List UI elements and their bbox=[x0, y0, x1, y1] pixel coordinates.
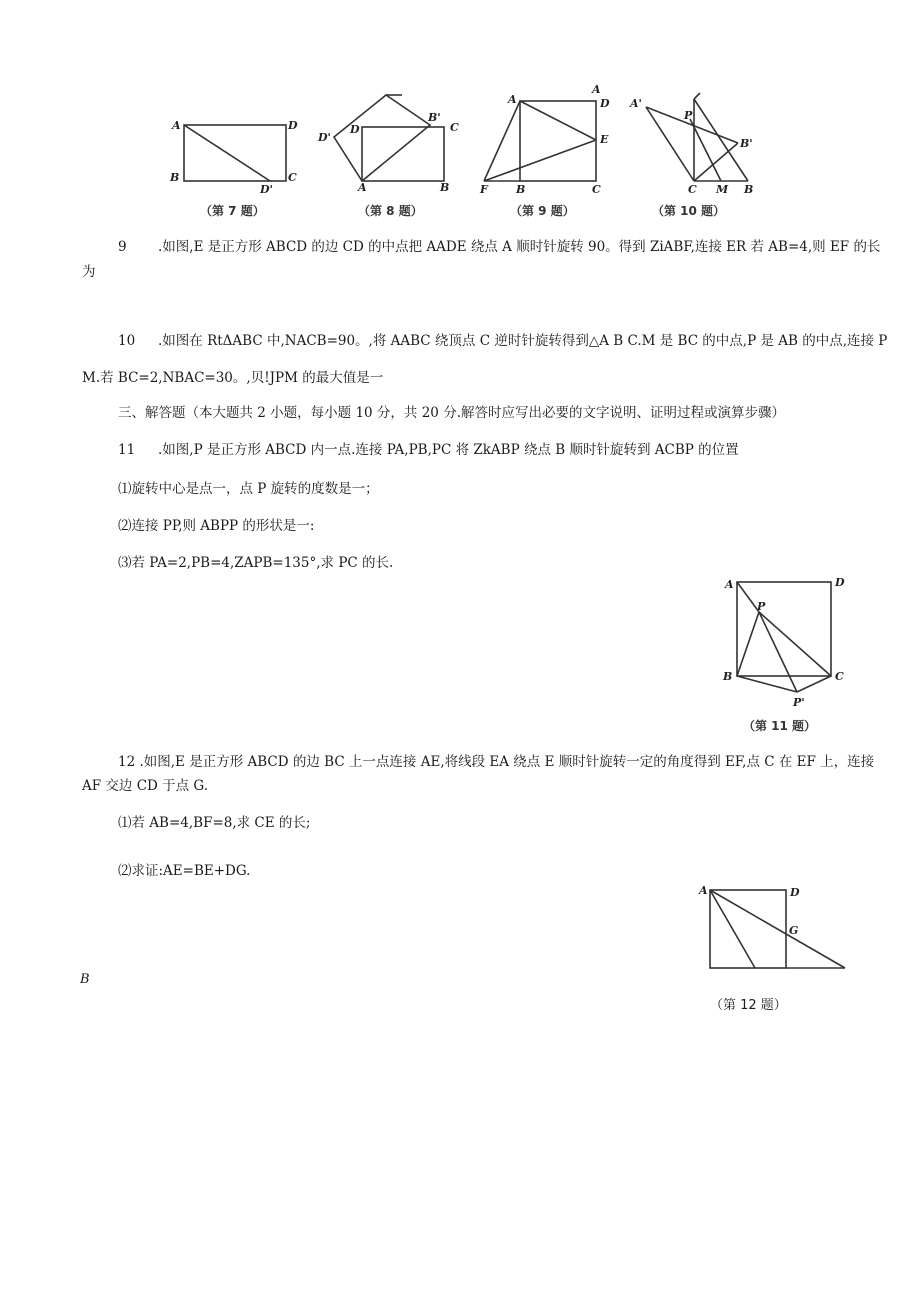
figure-12-svg bbox=[695, 880, 855, 980]
fig11-BPprime bbox=[737, 676, 797, 692]
fig7-rectangle bbox=[184, 125, 286, 181]
fig10-caption: （第 10 题） bbox=[652, 204, 726, 218]
stray-label-B: B bbox=[80, 972, 90, 987]
fig7-label-B: B bbox=[170, 171, 180, 184]
figure-12 bbox=[695, 880, 855, 980]
fig9-label-A2: A bbox=[592, 83, 601, 96]
fig8-label-B: B bbox=[440, 181, 450, 194]
fig11-label-D: D bbox=[835, 576, 845, 589]
fig9-label-F: F bbox=[480, 183, 488, 196]
q11-text: .如图,P 是正方形 ABCD 内一点.连接 PA,PB,PC 将 ZkABP 绕点 B 顺时针旋转到 ACBP 的位置 bbox=[158, 442, 739, 458]
fig9-AE bbox=[520, 101, 596, 140]
fig9-FE bbox=[484, 140, 596, 181]
fig8-rotated-shape bbox=[334, 95, 430, 181]
fig12-label-A: A bbox=[699, 884, 708, 897]
fig9-label-D: D bbox=[600, 97, 610, 110]
q12-sub2: ⑵求证:AE=BE+DG. bbox=[118, 863, 251, 879]
q12-text-line1: 12 .如图,E 是正方形 ABCD 的边 BC 上一点连接 AE,将线段 EA 绕点 E 顺时针旋转一定的角度得到 EF,点 C 在 EF 上，连接 bbox=[118, 754, 875, 770]
fig8-label-C: C bbox=[450, 121, 459, 134]
figure-strip-svg bbox=[160, 85, 770, 225]
fig9-label-A: A bbox=[508, 93, 517, 106]
fig10-label-M: M bbox=[716, 183, 729, 196]
fig7-diagonal bbox=[184, 125, 270, 181]
fig9-label-C: C bbox=[592, 183, 601, 196]
q11-sub3: ⑶若 PA=2,PB=4,ZAPB=135°,求 PC 的长. bbox=[118, 555, 394, 571]
fig10-CBprime bbox=[694, 143, 738, 181]
fig11-caption: （第 11 题） bbox=[743, 719, 817, 733]
figure-10 bbox=[629, 93, 753, 218]
q12-sub1: ⑴若 AB=4,BF=8,求 CE 的长; bbox=[118, 815, 311, 831]
fig7-label-A: A bbox=[172, 119, 181, 132]
fig12-AF bbox=[710, 890, 845, 968]
figure-8 bbox=[317, 95, 459, 218]
fig11-PPprime bbox=[759, 612, 797, 692]
fig10-label-B: B bbox=[744, 183, 754, 196]
figure-11-svg bbox=[715, 570, 855, 740]
fig11-CPprime bbox=[797, 676, 831, 692]
fig11-label-A: A bbox=[725, 578, 734, 591]
fig11-label-P: P bbox=[757, 600, 766, 613]
fig10-extension bbox=[694, 93, 700, 99]
fig7-label-Dprime: D' bbox=[260, 183, 273, 196]
fig9-square bbox=[520, 101, 596, 181]
q12-text-line2: AF 交边 CD 于点 G. bbox=[82, 778, 209, 794]
q11-sub2: ⑵连接 PP,则 ABPP 的形状是一: bbox=[118, 518, 315, 534]
fig11-square bbox=[737, 582, 831, 676]
fig9-label-B: B bbox=[516, 183, 526, 196]
fig7-label-D: D bbox=[288, 119, 298, 132]
fig9-caption: （第 9 题） bbox=[510, 204, 575, 218]
q9-number: 9 bbox=[118, 239, 127, 255]
fig8-label-A: A bbox=[358, 181, 367, 194]
figure-7 bbox=[169, 119, 298, 218]
fig11-label-B: B bbox=[723, 670, 733, 683]
q11-number: 11 bbox=[118, 442, 136, 458]
fig8-label-D: D bbox=[350, 123, 360, 136]
fig9-label-E: E bbox=[600, 133, 609, 146]
fig11-PA bbox=[737, 582, 759, 612]
fig11-PC bbox=[759, 612, 831, 676]
q11-sub1: ⑴旋转中心是点一，点 P 旋转的度数是一； bbox=[118, 481, 379, 497]
fig8-label-Dprime: D' bbox=[318, 131, 331, 144]
fig10-label-P: P bbox=[684, 109, 693, 122]
fig11-label-Pprime: P' bbox=[793, 696, 805, 709]
fig8-caption: （第 8 题） bbox=[358, 204, 423, 218]
fig12-label-D: D bbox=[790, 886, 800, 899]
figure-11 bbox=[715, 570, 855, 740]
q10-number: 10 bbox=[118, 333, 136, 349]
fig11-PB bbox=[737, 612, 759, 676]
q10-text-line1: .如图在 RtΔABC 中,NACB=90。,将 AABC 绕顶点 C 逆时针旋转得到△A B C.M 是 BC 的中点,P 是 AB 的中点,连接 P bbox=[158, 333, 888, 349]
fig10-label-C: C bbox=[688, 183, 697, 196]
fig8-label-Bprime: B' bbox=[428, 111, 441, 124]
fig12-AE bbox=[710, 890, 755, 968]
fig10-label-Bprime: B' bbox=[740, 137, 753, 150]
figure-9 bbox=[479, 83, 610, 218]
q9-text-line1: .如图,E 是正方形 ABCD 的边 CD 的中点把 AADE 绕点 A 顺时针旋转 90。得到 ZiABF,连接 ER 若 AB=4,则 EF 的长 bbox=[158, 239, 881, 255]
figure-strip-top bbox=[160, 85, 770, 225]
fig12-label-G: G bbox=[789, 924, 799, 937]
q10-text-line2: M.若 BC=2,NBAC=30。,贝!JPM 的最大值是一 bbox=[82, 370, 384, 386]
q9-text-line2: 为 bbox=[82, 264, 96, 280]
fig8-rectangle bbox=[362, 127, 444, 181]
fig7-label-C: C bbox=[288, 171, 297, 184]
section-3-heading: 三、解答题（本大题共 2 小题，每小题 10 分，共 20 分.解答时应写出必要的文字说明、证明过程或演算步骤） bbox=[118, 405, 785, 421]
fig11-label-C: C bbox=[835, 670, 844, 683]
fig7-caption: （第 7 题） bbox=[200, 204, 265, 218]
fig12-caption: （第 12 题） bbox=[710, 998, 787, 1013]
fig10-label-Aprime: A' bbox=[630, 97, 642, 110]
